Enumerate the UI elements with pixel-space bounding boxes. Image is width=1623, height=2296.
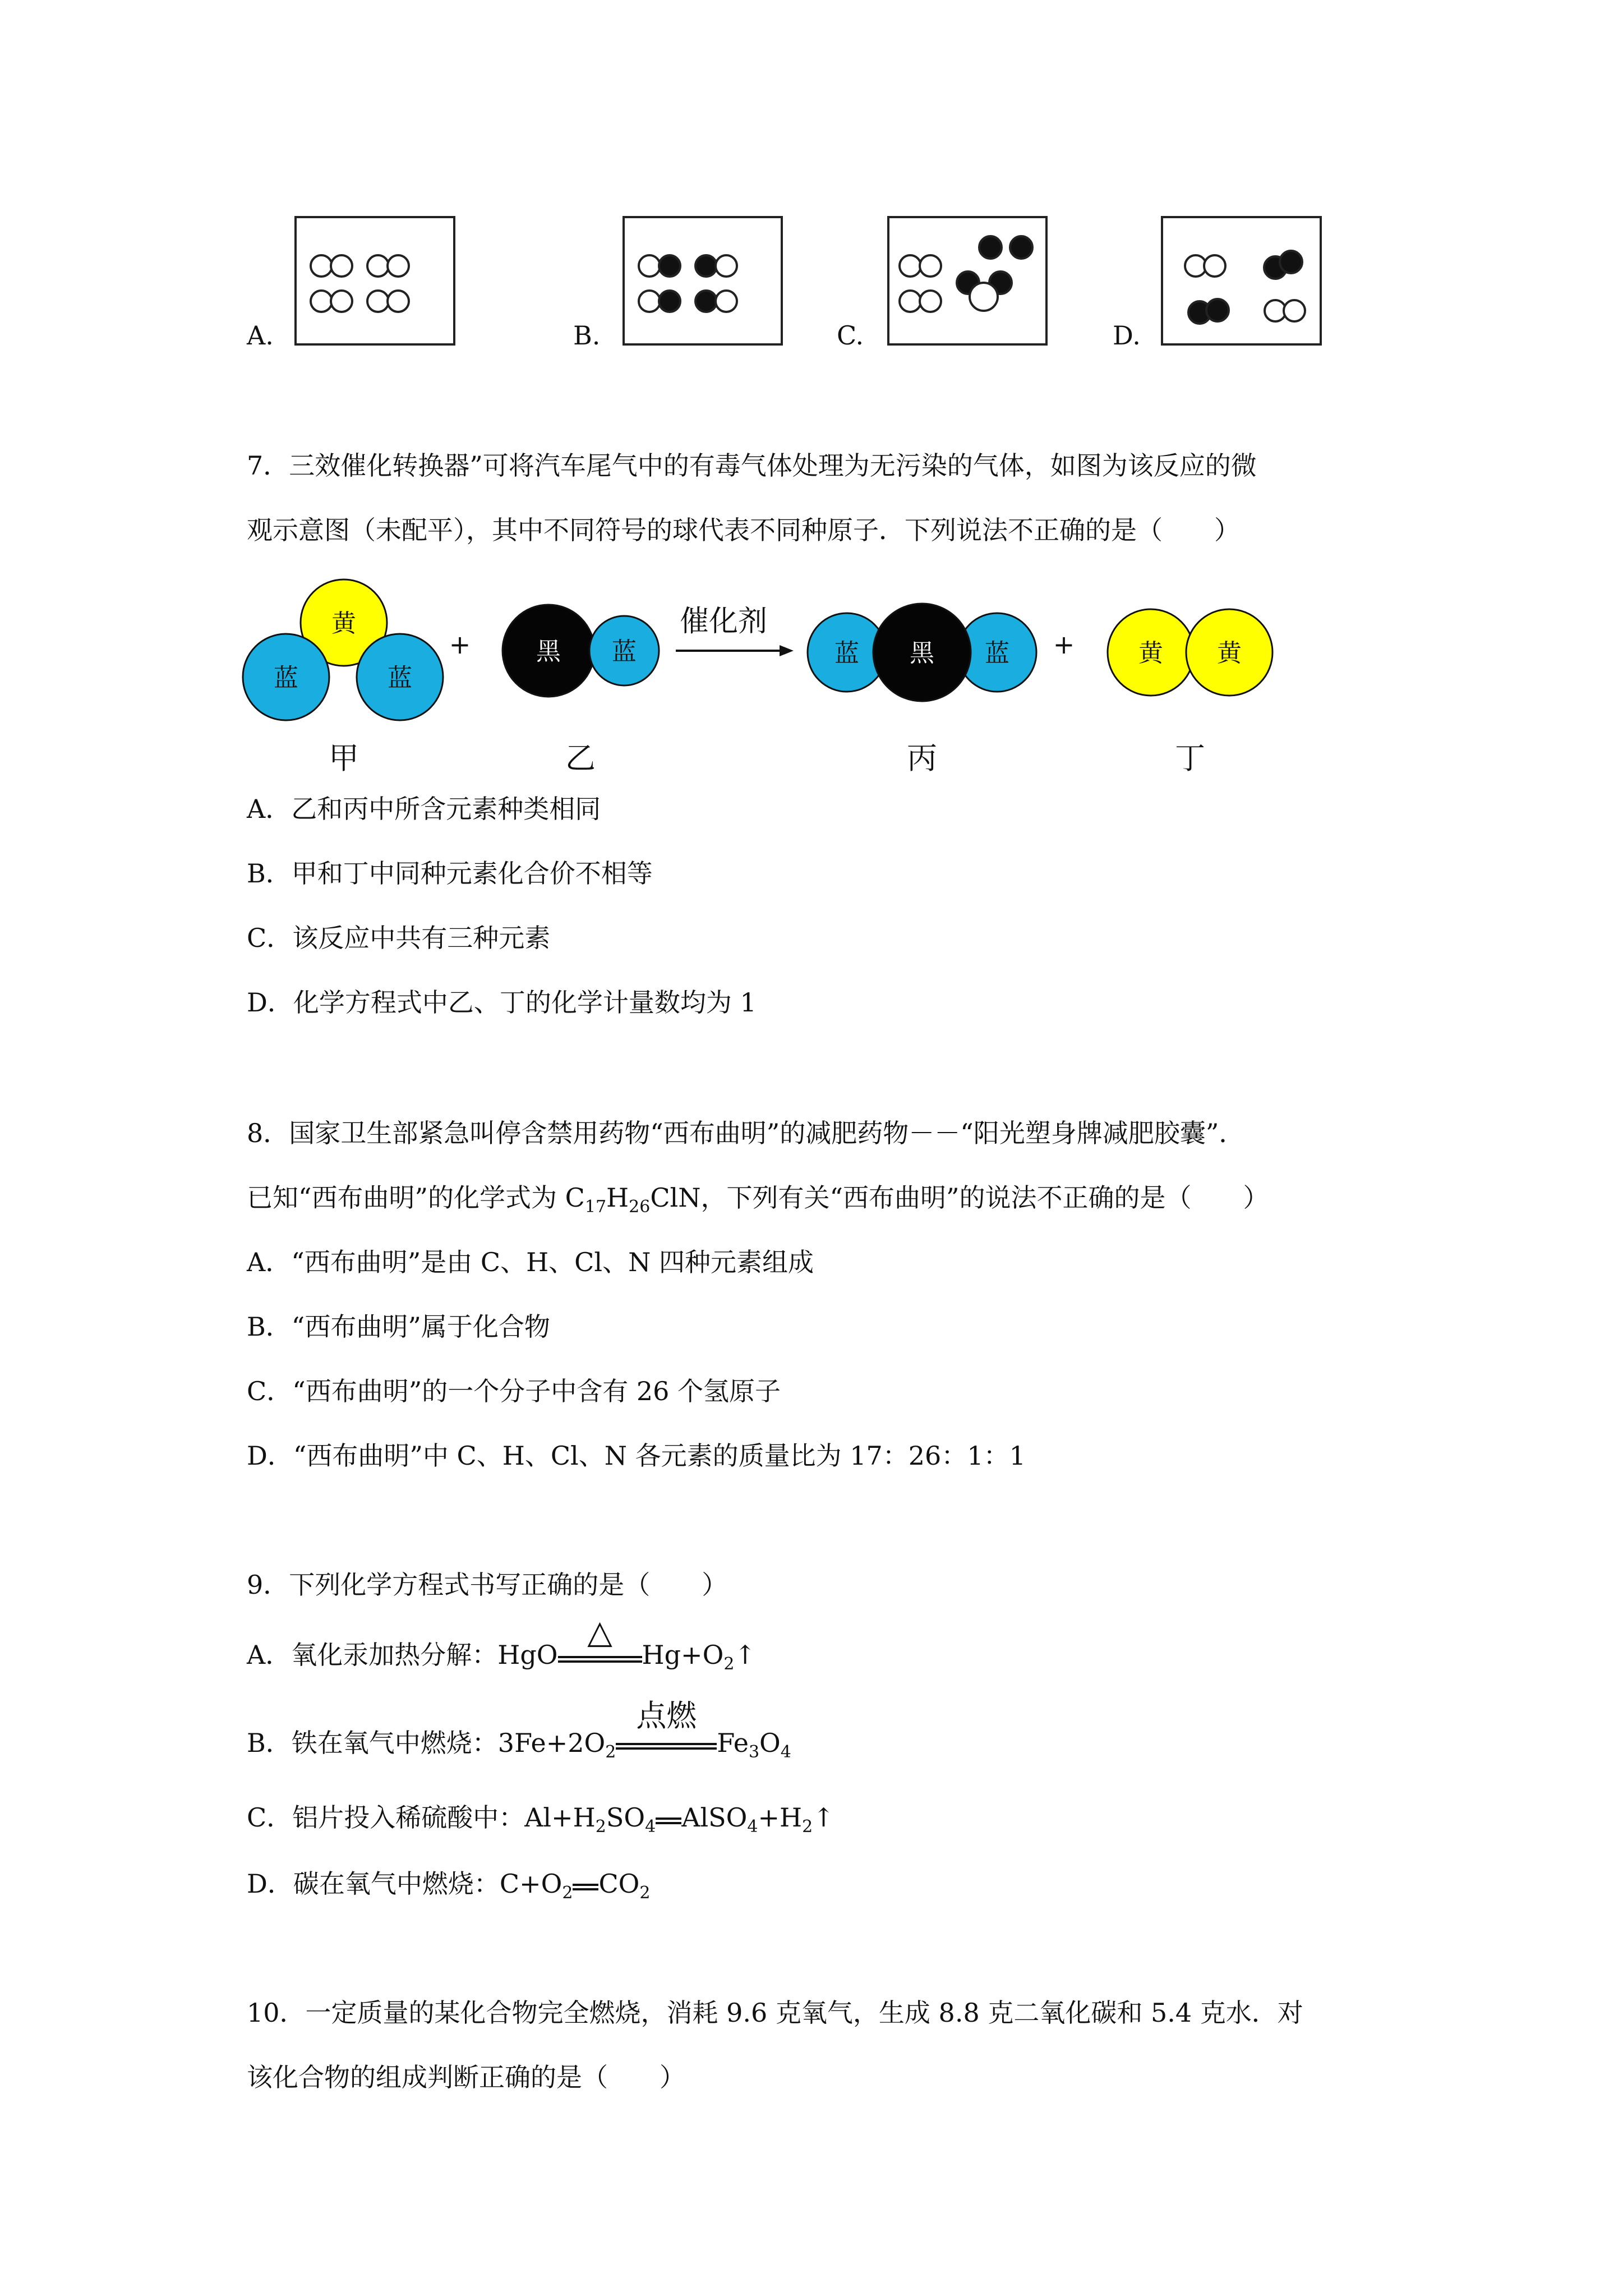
q7-stem-line-1: 7．三效催化转换器”可将汽车尾气中的有毒气体处理为无污染的气体，如图为该反应的微 — [247, 450, 1257, 481]
plus-1: + — [449, 629, 471, 660]
q8-option-c: C．“西布曲明”的一个分子中含有 26 个氢原子 — [247, 1376, 781, 1406]
bing-blue-label-right: 蓝 — [985, 639, 1009, 668]
q9-option-d: D．碳在氧气中燃烧：$C+O_2$ $CO_2$ — [247, 1869, 651, 1903]
heat-condition: △ — [587, 1613, 612, 1651]
jia-yellow-label: 黄 — [331, 609, 356, 638]
reaction-arrow — [676, 605, 794, 656]
catalyst-label: 催化剂 — [679, 605, 768, 638]
molecule-jia — [243, 579, 443, 720]
molecule-ding — [1108, 609, 1272, 696]
q6-box-c — [887, 216, 1048, 346]
name-ding: 丁 — [1175, 740, 1205, 776]
q8-stem-line-1: 8．国家卫生部紧急叫停含禁用药物“西布曲明”的减肥药物－－“阳光塑身牌减肥胶囊”． — [247, 1118, 1245, 1148]
q9-option-a: A．氧化汞加热分解：HgO △ $Hg+O_2↑$ — [247, 1613, 756, 1674]
jia-blue-label-right: 蓝 — [388, 664, 412, 692]
bing-blue-label-left: 蓝 — [834, 639, 859, 668]
molecule-yi — [502, 605, 659, 697]
q10-stem-line-2: 该化合物的组成判断正确的是（ ） — [247, 2062, 685, 2092]
name-bing: 丙 — [907, 740, 937, 776]
q6-box-b-particles — [625, 218, 781, 343]
q6-option-a-label: A. — [247, 320, 274, 351]
molecule-bing — [808, 604, 1036, 701]
name-yi: 乙 — [565, 740, 596, 776]
q8-stem-line-2: 已知“西布曲明”的化学式为 $C_{17}H_{26}ClN$，下列有关“西布曲明”的说法不正确的是（ ） — [247, 1182, 1269, 1217]
q6-box-a — [294, 216, 455, 346]
yi-black-label: 黑 — [536, 637, 561, 666]
q8-option-a: A．“西布曲明”是由 C、H、Cl、N 四种元素组成 — [247, 1247, 814, 1277]
q6-box-c-particles — [889, 218, 1045, 343]
q6-box-d-particles — [1163, 218, 1320, 343]
q10-stem-line-1: 10．一定质量的某化合物完全燃烧，消耗 9.6 克氧气，生成 8.8 克二氧化碳和 5.4 克水．对 — [247, 1998, 1303, 2028]
bing-black-label: 黑 — [910, 639, 934, 668]
plus-2: + — [1053, 629, 1075, 660]
q7-stem-line-2: 观示意图（未配平），其中不同符号的球代表不同种原子．下列说法不正确的是（ ） — [247, 515, 1240, 545]
q9-option-c: C．铝片投入稀硫酸中：$Al+H_2SO_4$ $AlSO_4+H_2↑$ — [247, 1802, 834, 1837]
name-jia: 甲 — [329, 740, 359, 776]
q6-option-b-label: B. — [573, 320, 601, 351]
ding-yellow-label-right: 黄 — [1217, 639, 1242, 668]
q9-option-b: B．铁在氧气中燃烧：$3Fe+2O_2$ 点燃 $Fe_3O_4$ — [247, 1698, 791, 1762]
q6-box-d — [1161, 216, 1322, 346]
q6-option-c-label: C. — [837, 320, 864, 351]
q7-option-c: C．该反应中共有三种元素 — [247, 923, 551, 953]
q9-stem: 9．下列化学方程式书写正确的是（ ） — [247, 1570, 728, 1600]
q6-box-b — [623, 216, 783, 346]
q6-box-a-particles — [297, 218, 453, 343]
ignite-condition: 点燃 — [636, 1698, 697, 1733]
ding-yellow-label-left: 黄 — [1138, 639, 1163, 668]
q7-option-b: B．甲和丁中同种元素化合价不相等 — [247, 858, 653, 889]
jia-blue-label-left: 蓝 — [274, 664, 298, 692]
q7-reaction-diagram — [241, 561, 1329, 785]
yi-blue-label: 蓝 — [612, 637, 637, 666]
q7-option-a: A．乙和丙中所含元素种类相同 — [247, 794, 601, 824]
q7-option-d: D．化学方程式中乙、丁的化学计量数均为 1 — [247, 987, 757, 1018]
q8-option-d: D．“西布曲明”中 C、H、Cl、N 各元素的质量比为 17：26：1：1 — [247, 1441, 1026, 1471]
q8-option-b: B．“西布曲明”属于化合物 — [247, 1312, 550, 1342]
q6-option-d-label: D. — [1113, 320, 1141, 351]
